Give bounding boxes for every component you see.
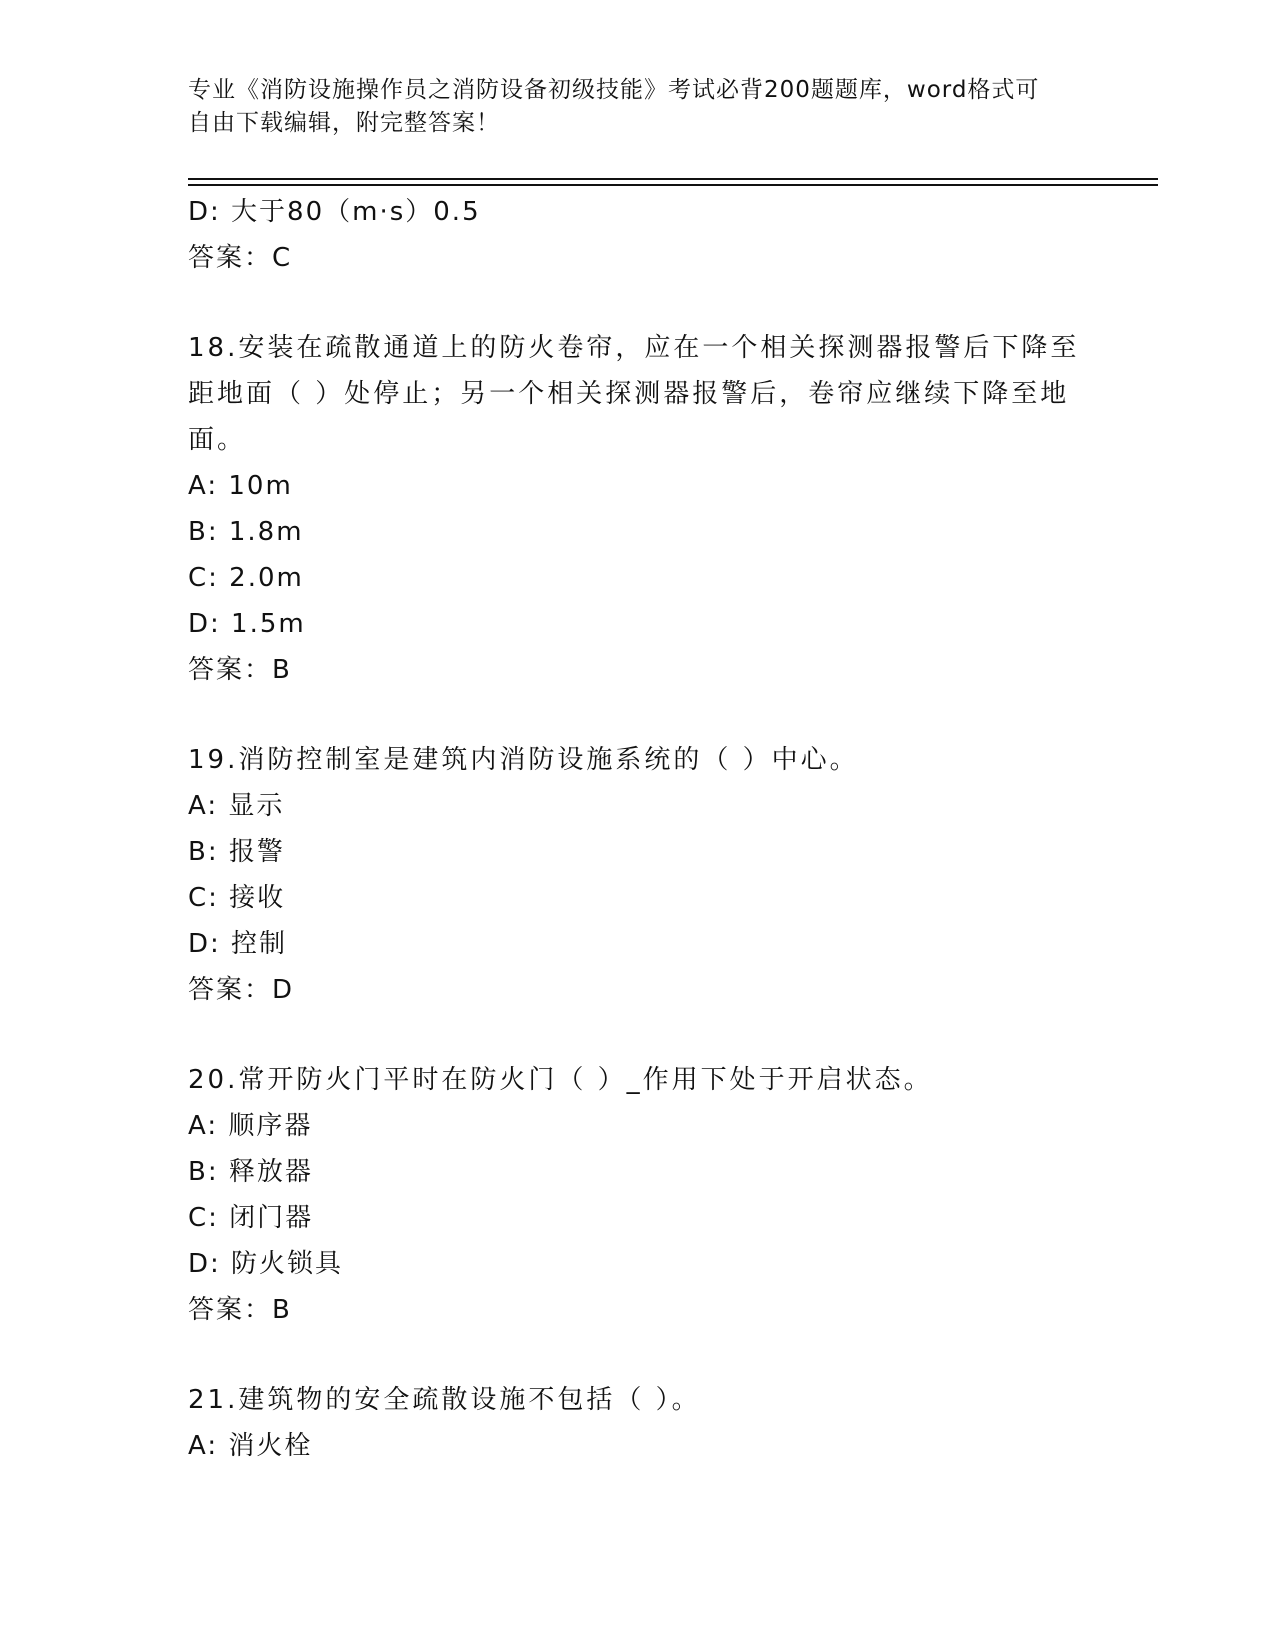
- document-header: [188, 74, 1088, 140]
- option-d: D: 防火锁具: [188, 1249, 344, 1279]
- option-a: A: 10m: [188, 471, 293, 501]
- question-19: [188, 737, 1088, 1013]
- answer-line: [188, 967, 1088, 1013]
- option-a: A: 消火栓: [188, 1431, 313, 1461]
- question-text: 21.建筑物的安全疏散设施不包括（ ）。: [188, 1385, 701, 1415]
- option-c: C: 接收: [188, 883, 286, 913]
- option-c: C: 闭门器: [188, 1203, 314, 1233]
- question-17-tail: [188, 189, 1088, 281]
- header-title-line-2: 自由下载编辑，附完整答案！: [188, 110, 500, 136]
- spacer: [188, 693, 1088, 737]
- answer-line: [188, 1287, 1088, 1333]
- question-list: [188, 189, 1088, 1469]
- answer-label: 答案：: [188, 655, 273, 685]
- option-d: D: 1.5m: [188, 609, 306, 639]
- question-21: [188, 1377, 1088, 1469]
- question-text: 19.消防控制室是建筑内消防设施系统的（ ）中心。: [188, 745, 859, 775]
- spacer: [188, 281, 1088, 325]
- answer-line: [188, 647, 1088, 693]
- option-d: D: 控制: [188, 929, 288, 959]
- option-c: C: 2.0m: [188, 563, 304, 593]
- answer-value: C: [272, 243, 292, 273]
- answer-label: 答案：: [188, 243, 273, 273]
- answer-value: D: [272, 975, 294, 1005]
- option-d: D: 大于80（m·s）0.5: [188, 197, 481, 227]
- option-b: B: 1.8m: [188, 517, 304, 547]
- answer-value: B: [272, 1295, 291, 1325]
- header-title-line-1: 专业《消防设施操作员之消防设备初级技能》考试必背200题题库，word格式可: [188, 77, 1040, 103]
- answer-label: 答案：: [188, 1295, 273, 1325]
- spacer: [188, 1013, 1088, 1057]
- spacer: [188, 1333, 1088, 1377]
- question-20: [188, 1057, 1088, 1333]
- header-divider-top: [188, 178, 1158, 180]
- question-text: 20.常开防火门平时在防火门（ ）_作用下处于开启状态。: [188, 1065, 933, 1095]
- option-a: A: 显示: [188, 791, 285, 821]
- option-a: A: 顺序器: [188, 1111, 313, 1141]
- question-18: [188, 325, 1088, 693]
- answer-label: 答案：: [188, 975, 273, 1005]
- header-divider-bottom: [188, 184, 1158, 186]
- answer-value: B: [272, 655, 291, 685]
- option-b: B: 报警: [188, 837, 285, 867]
- answer-line: [188, 235, 1088, 281]
- question-text: 18.安装在疏散通道上的防火卷帘，应在一个相关探测器报警后下降至距地面（ ）处停止；另一个相关探测器报警后，卷帘应继续下降至地面。: [188, 333, 1080, 455]
- option-b: B: 释放器: [188, 1157, 313, 1187]
